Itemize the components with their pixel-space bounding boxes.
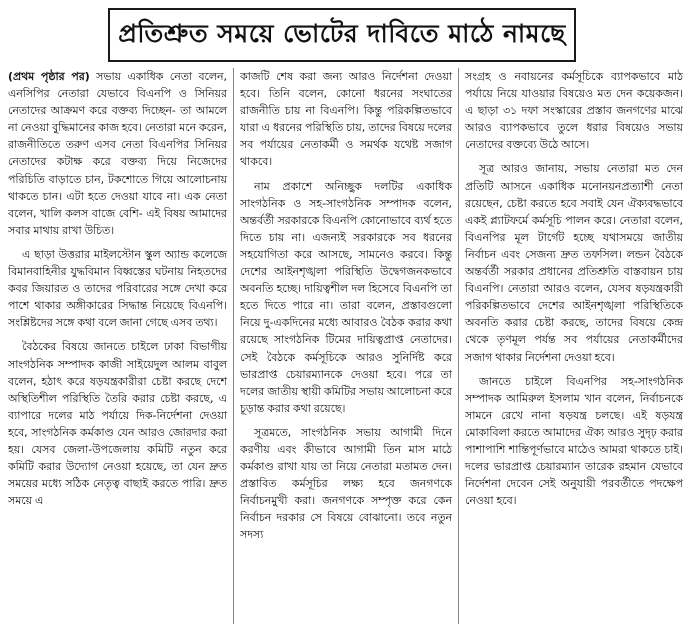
column-2 bbox=[233, 68, 458, 624]
column-1-paragraph-3: বৈঠকের বিষয়ে জানতে চাইলে ঢাকা বিভাগীয় সাংগঠনিক সম্পাদক কাজী সাইয়েদুল আলম বাবুল বলেন, হঠাৎ করে ষড়যন্ত্রকারীরা চেষ্টা করছে দেশে অস্থিতিশীল পরিস্থিতি তৈরি করার চেষ্টা করছে, এ ব্যাপারে দলের মাঠ পর্যায়ে দিক-নির্দেশনা দেওয়া হবে, সাংগঠনিক কর্মকাণ্ড যেন আরও জোরদার করা হয়। যেসব জেলা-উপজেলায় কমিটি নতুন করে কমিটি করার উদ্যোগ নেওয়া হয়েছে, তা যেন দ্রুত সময়ের মধ্যে সঠিক নেতৃত্ব বাছাই করতে পারি। দ্রুত সময়ে এ bbox=[8, 340, 227, 508]
continuation-tag: (প্রথম পৃষ্ঠার পর) bbox=[8, 70, 90, 83]
headline-box bbox=[108, 8, 576, 62]
headline: প্রতিশ্রুত সময়ে ভোটের দাবিতে মাঠে নামছে bbox=[118, 18, 566, 48]
column-2-paragraph-1: কাজটি শেষ করা জন্য আরও নির্দেশনা দেওয়া হবে। তিনি বলেন, কোনো ধরনের সংঘাতের রাজনীতি চায় না বিএনপি। কিন্তু পরিকল্পিতভাবে যারা এ ধরনের পরিস্থিতি চায়, তাদের বিষয়ে দলের সব পর্যায়ের নেতাকর্মী ও সমর্থক যথেষ্ট সজাগ থাকবে। bbox=[240, 70, 452, 169]
column-3-paragraph-2: সূত্র আরও জানায়, সভায় নেতারা মত দেন প্রতিটি আসনে একাধিক মনোনয়নপ্রত্যাশী নেতা রয়েছেন, চেষ্টা করতে হবে সবাই যেন ঐক্যবদ্ধভাবে একই প্ল্যাটফর্মে কর্মসূচি পালন করে। নেতারা বলেন, বিএনপির মূল টার্গেট হচ্ছে যথাসময়ে জাতীয় নির্বাচন এবং সেজন্য দ্রুত তফসিল। লন্ডন বৈঠকে অন্তর্বর্তী সরকার প্রধানের প্রতিশ্রুতি বাস্তবায়ন চায় বিএনপি। নেতারা আরও বলেন, যেসব ষড়যন্ত্রকারী পরিকল্পিতভাবে দেশের আইনশৃঙ্খলা পরিস্থিতিকে অবনতি করার চেষ্টা করছে, তাদের বিষয়ে কেন্দ্র থেকে তৃণমূল পর্যন্ত সব পর্যায়ের নেতাকর্মীদের সজাগ থাকার নির্দেশনা দেওয়া হবে। bbox=[465, 162, 683, 364]
paragraph-text: সভায় একাধিক নেতা বলেন, এনসিপির নেতারা যেভাবে বিএনপি ও সিনিয়র নেতাদের আক্রমণ করে বক্তব্য দিচ্ছেন- তা আমলে না নেওয়া বুদ্ধিমানের কাজ হবে। নেতারা মনে করেন, রাজনীতিতে তরুণ এসব নেতা বিএনপির সিনিয়র নেতাদের কটাক্ষ করে বক্তব্য দিয়ে নিজেদের পরিচিতি বাড়াতে চান, টকশোতে গিয়ে আলোচনায় থাকতে চান। এটা হতে দেওয়া যাবে না। এক নেতা বলেন, খালি কলস বাজে বেশি- এই বিষয় আমাদের সবার মাথায় রাখা উচিত। bbox=[8, 70, 227, 237]
column-2-paragraph-3: সূত্রমতে, সাংগঠনিক সভায় আগামী দিনে করণীয় এবং কীভাবে আগামী তিন মাস মাঠে কর্মকাণ্ড রাখা যায় তা নিয়ে নেতারা মতামত দেন। প্রস্তাবিত কর্মসূচির লক্ষ্য হবে জনগণকে নির্বাচনমুখী করা। জনগণকে সম্পৃক্ত করে কেন নির্বাচন দরকার সে বিষয়ে বোঝানো। তবে নতুন সদস্য bbox=[240, 425, 452, 542]
column-3 bbox=[458, 68, 683, 624]
column-1-paragraph-2: এ ছাড়া উত্তরার মাইলস্টোন স্কুল অ্যান্ড কলেজে বিমানবাহিনীর যুদ্ধবিমান বিধ্বস্তের ঘটনায় নিহতদের কবর জিয়ারত ও তাদের পরিবারের সঙ্গে দেখা করে পাশে থাকার অঙ্গীকারের সিদ্ধান্ত নিয়েছে বিএনপি। সংশ্লিষ্টদের সঙ্গে কথা বলে জানা গেছে এসব তথ্য। bbox=[8, 247, 227, 330]
column-3-paragraph-3: জানতে চাইলে বিএনপির সহ-সাংগঠনিক সম্পাদক আমিরুল ইসলাম খান বলেন, নির্বাচনকে সামনে রেখে নানা ষড়যন্ত্র চলছে। এই ষড়যন্ত্র মোকাবিলা করতে আমাদের ঐক্য আরও সুদৃঢ় করার পাশাপাশি শান্তিপূর্ণভাবে মাঠেও আমরা থাকতে চাই। দলের ভারপ্রাপ্ত চেয়ারম্যান তারেক রহমান যেভাবে নির্দেশনা দেবেন সেই অনুযায়ী পরবর্তীতে পদক্ষেপ নেওয়া হবে। bbox=[465, 374, 683, 508]
column-1 bbox=[8, 68, 233, 624]
column-3-paragraph-1: সংগ্রহ ও নবায়নের কর্মসূচিকে ব্যাপকভাবে মাঠ পর্যায়ে নিয়ে যাওয়ার বিষয়েও মত দেন কয়েকজন। এ ছাড়া ৩১ দফা সংস্কারের প্রস্তাব জনগণের মাঝে আরও ব্যাপকভাবে তুলে ধরার বিষয়েও সভায় নেতাদের বক্তব্যে উঠে আসে। bbox=[465, 70, 683, 152]
column-2-paragraph-2: নাম প্রকাশে অনিচ্ছুক দলটির একাধিক সাংগঠনিক ও সহ-সাংগঠনিক সম্পাদক বলেন, অন্তর্বর্তী সরকারকে বিএনপি কোনোভাবে ব্যর্থ হতে দিতে চায় না। এজন্যই সরকারকে সব ধরনের সহযোগিতা করে আসছে, সামনেও করবে। কিন্তু দেশের আইনশৃঙ্খলা পরিস্থিতি উদ্বেগজনকভাবে অবনতি হচ্ছে। দায়িত্বশীল দল হিসেবে বিএনপি তা হতে দিতে পারে না। তারা বলেন, প্রস্তাবগুলো নিয়ে দু-একদিনের মধ্যে আবারও বৈঠক করার কথা রয়েছে সাংগঠনিক টিমের দায়িত্বপ্রাপ্ত নেতাদের। সেই বৈঠকে কর্মসূচিকে আরও সুনির্দিষ্ট করে ভারপ্রাপ্ত চেয়ারম্যানকে দেওয়া হবে। পরে তা দলের জাতীয় স্থায়ী কমিটির সভায় আলোচনা করে চূড়ান্ত করার কথা রয়েছে। bbox=[240, 179, 452, 415]
article-columns bbox=[8, 68, 683, 624]
column-1-paragraph-1 bbox=[8, 68, 227, 239]
